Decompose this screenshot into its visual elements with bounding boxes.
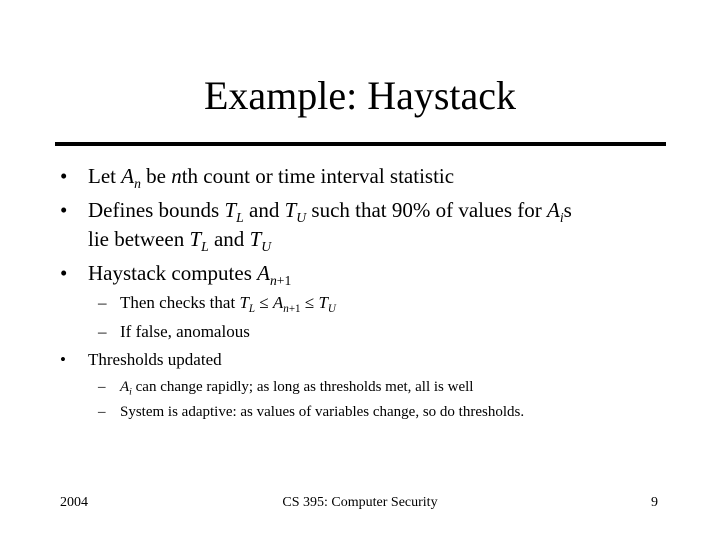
bullet-let-an: Let $A_n$ be nth count or time interval statistic (88, 164, 455, 191)
dash-marker: – (98, 322, 107, 341)
dash-marker: – (98, 293, 107, 312)
subbullet-system-adaptive: System is adaptive: as values of variables change, so do thresholds. (120, 404, 525, 420)
bullet-marker: • (60, 198, 68, 222)
title-underline (55, 142, 666, 146)
page-number: 9 (651, 495, 658, 510)
bullet-marker: • (60, 350, 66, 369)
dash-marker: – (98, 404, 106, 420)
bullet-defines-bounds-cont: lie between $T_L$ and $T_U$ (88, 227, 272, 254)
bullet-marker: • (60, 164, 68, 188)
subbullet-then-checks: Then checks that $T_L \le A_{n+1} \le T_U$ (120, 293, 336, 315)
subbullet-ai-change: $A_i$ can change rapidly; as long as thresholds met, all is well (120, 379, 474, 398)
bullet-thresholds-updated: Thresholds updated (88, 350, 222, 369)
footer-course: CS 395: Computer Security (282, 495, 438, 510)
bullet-marker: • (60, 261, 68, 285)
bullet-haystack-computes: Haystack computes $A_{n+1}$ (88, 261, 292, 288)
footer-year: 2004 (60, 495, 88, 510)
subbullet-if-false: If false, anomalous (120, 322, 250, 341)
slide-title: Example: Haystack (203, 73, 517, 118)
dash-marker: – (98, 379, 106, 395)
bullet-defines-bounds: Defines bounds $T_L$ and $T_U$ such that 90% of values for $A_is$ (88, 198, 572, 225)
